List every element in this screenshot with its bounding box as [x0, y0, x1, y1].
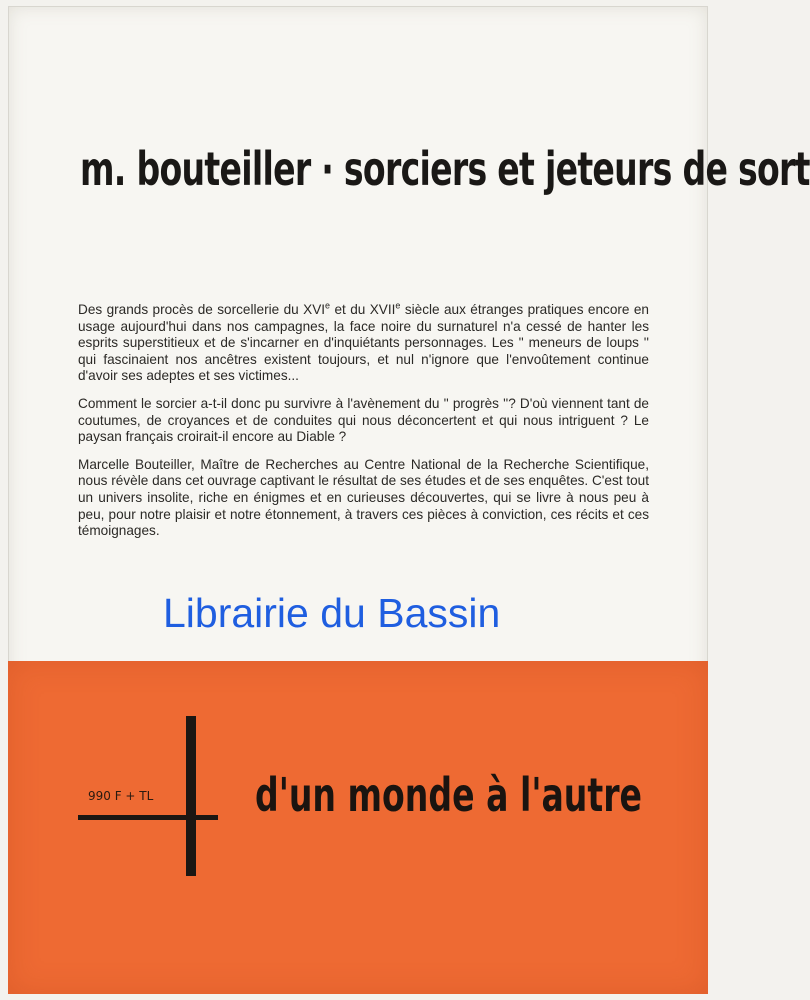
series-title: d'un monde à l'autre: [255, 768, 643, 822]
book-back-cover: [8, 6, 810, 994]
white-panel: [8, 6, 810, 661]
bookseller-watermark: Librairie du Bassin: [163, 590, 501, 636]
logo-horizontal-bar: [78, 815, 218, 820]
logo-vertical-bar: [186, 716, 196, 876]
blurb-paragraph-3: Marcelle Bouteiller, Maître de Recherches au Centre National de la Recherche Scientifique, nous révèle dans cet ouvrage captivant le résultat de ses études et de ses enquêtes. C'est tout un univers insolite, riche en énigmes et en curieuses découvertes, qui se livre à nous peu à peu, pour notre plaisir et notre étonnement, à travers ces pièces à conviction, ces récits et ces témoignages.: [78, 456, 649, 539]
blurb: [78, 302, 649, 551]
blurb-paragraph-1: Des grands procès de sorcellerie du XVIe et du XVIIe siècle aux étranges pratiques encore en usage aujourd'hui dans nos campagnes, la face noire du surnaturel n'a cessé de hanter les esprits superstitieux et de s'incarner en d'inquiétants personnages. Les '' meneurs de loups '' qui fascinaient nos ancêtres existent toujours, et nul n'ignore que l'envoûtement continue d'avoir ses adeptes et ses victimes...: [78, 300, 649, 384]
price-label: 990 F + TL: [88, 789, 154, 803]
blurb-paragraph-2: Comment le sorcier a-t-il donc pu survivre à l'avènement du '' progrès ''? D'où viennent tant de coutumes, de croyances et de conduites qui nous déconcertent et qui nous intriguent ? Le paysan français croirait-il encore au Diable ?: [78, 395, 649, 445]
book-title: m. bouteiller · sorciers et jeteurs de sort: [80, 142, 810, 196]
orange-panel: [8, 661, 708, 994]
